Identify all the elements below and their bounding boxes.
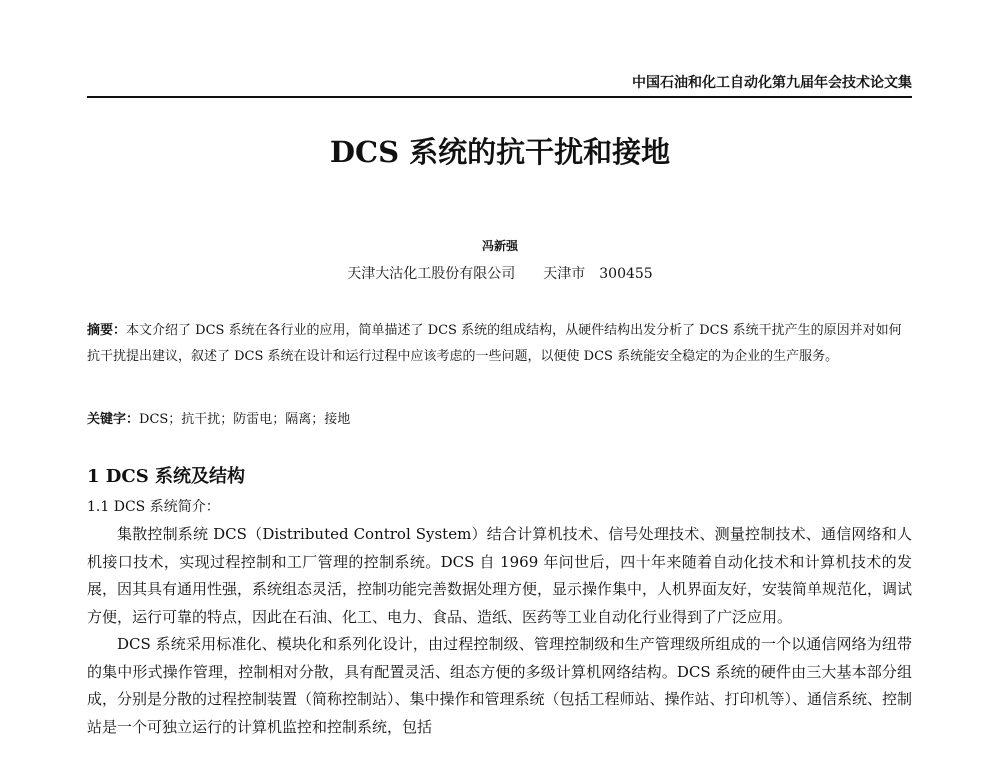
author-name: 冯新强 xyxy=(481,239,518,253)
body-text xyxy=(87,521,912,741)
running-header: 中国石油和化工自动化第九届年会技术论文集 xyxy=(632,75,912,91)
keywords-text: DCS；抗干扰；防雷电；隔离；接地 xyxy=(139,412,351,427)
subsection-heading: 1.1 DCS 系统简介： xyxy=(87,499,220,515)
abstract-label: 摘要： xyxy=(87,323,127,338)
keywords xyxy=(87,409,912,431)
abstract-text: 本文介绍了 DCS 系统在各行业的应用，简单描述了 DCS 系统的组成结构，从硬件结构出发分析了 DCS 系统干扰产生的原因并对如何抗干扰提出建议，叙述了 DCS 系统在设计和运行过程中应该考虑的一些问题，以便使 DCS 系统能安全稳定的为企业的生产服务。 xyxy=(87,323,902,364)
author-affiliation: 天津大沽化工股份有限公司 天津市 300455 xyxy=(347,266,653,282)
body-paragraph: 集散控制系统 DCS（Distributed Control System）结合计算机技术、信号处理技术、测量控制技术、通信网络和人机接口技术，实现过程控制和工厂管理的控制系统。DCS 自 1969 年问世后，四十年来随着自动化技术和计算机技术的发展，因其具有通用性强，系统组态灵活，控制功能完善数据处理方便，显示操作集中，人机界面友好，安装简单规范化，调试方便，运行可靠的特点，因此在石油、化工、电力、食品、造纸、医药等工业自动化行业得到了广泛应用。 xyxy=(87,525,913,626)
body-paragraph: DCS 系统采用标准化、模块化和系列化设计，由过程控制级、管理控制级和生产管理级所组成的一个以通信网络为纽带的集中形式操作管理，控制相对分散，具有配置灵活、组态方便的多级计算机网络结构。DCS 系统的硬件由三大基本部分组成，分别是分散的过程控制装置（简称控制站）、集中操作和管理系统（包括工程师站、操作站、打印机等）、通信系统、控制站是一个可独立运行的计算机监控和控制系统，包括 xyxy=(87,635,913,736)
section-heading: 1 DCS 系统及结构 xyxy=(87,466,245,487)
header-rule xyxy=(87,96,912,98)
paper-title: DCS 系统的抗干扰和接地 xyxy=(329,135,671,169)
abstract xyxy=(87,318,912,370)
keywords-label: 关键字： xyxy=(87,412,140,427)
